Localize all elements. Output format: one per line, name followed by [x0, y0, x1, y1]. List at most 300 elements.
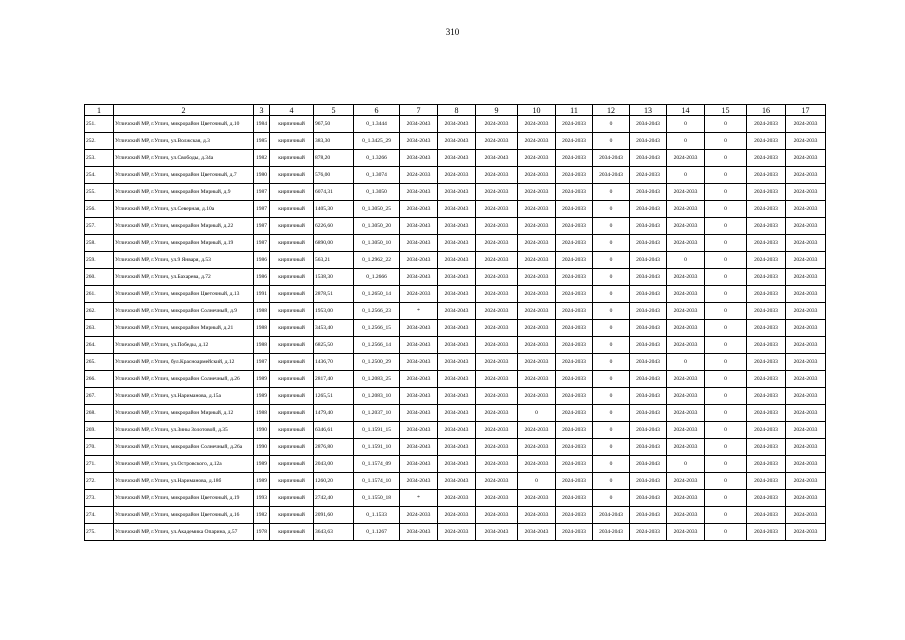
- period-cell-14: 2024-2033: [667, 184, 705, 201]
- table-row: [85, 269, 826, 286]
- header-cell: 4: [270, 105, 314, 116]
- year-cell: 1985: [254, 133, 270, 150]
- period-cell-11: 2024-2033: [556, 235, 593, 252]
- material-cell: кирпичный: [270, 201, 314, 218]
- period-cell-16: 2024-2033: [747, 422, 786, 439]
- value-cell-15: 0: [705, 218, 747, 235]
- period-cell-16: 2024-2033: [747, 150, 786, 167]
- header-cell: 7: [400, 105, 438, 116]
- address-cell: Угличский МР, г.Углич, ул.Бахарева, д.72: [114, 269, 254, 286]
- material-cell: кирпичный: [270, 337, 314, 354]
- row-number: 271.: [85, 456, 114, 473]
- period-cell-16: 2024-2033: [747, 405, 786, 422]
- period-cell-9: 2034-2043: [476, 150, 518, 167]
- period-cell-13: 2034-2043: [630, 269, 667, 286]
- address-cell: Угличский МР, г.Углич, микрорайон Цветочный, д.7: [114, 167, 254, 184]
- header-cell: 13: [630, 105, 667, 116]
- period-cell-16: 2024-2033: [747, 320, 786, 337]
- year-cell: 1987: [254, 201, 270, 218]
- period-cell-9: 2024-2033: [476, 303, 518, 320]
- material-cell: кирпичный: [270, 371, 314, 388]
- period-cell-12: 0: [593, 201, 630, 218]
- period-cell-9: 2024-2033: [476, 422, 518, 439]
- period-cell-11: 2024-2033: [556, 167, 593, 184]
- period-cell-9: 2024-2033: [476, 218, 518, 235]
- value-cell-15: 0: [705, 405, 747, 422]
- period-cell-17: 2024-2033: [786, 150, 826, 167]
- period-cell-9: 2024-2033: [476, 473, 518, 490]
- period-cell-17: 2024-2033: [786, 320, 826, 337]
- period-cell-9: 2024-2033: [476, 388, 518, 405]
- period-cell-11: 2024-2033: [556, 286, 593, 303]
- period-cell-14: 2024-2033: [667, 269, 705, 286]
- row-number: 266.: [85, 371, 114, 388]
- period-cell-8: 2034-2043: [438, 422, 476, 439]
- period-cell-16: 2024-2033: [747, 439, 786, 456]
- period-cell-9: 2024-2033: [476, 354, 518, 371]
- period-cell-8: 2034-2043: [438, 456, 476, 473]
- period-cell-10: 2024-2033: [518, 235, 556, 252]
- period-cell-11: 2024-2033: [556, 388, 593, 405]
- table-row: [85, 184, 826, 201]
- period-cell-17: 2024-2033: [786, 116, 826, 133]
- table-row: [85, 133, 826, 150]
- area-cell: 6890,00: [314, 235, 354, 252]
- period-cell-17: 2024-2033: [786, 473, 826, 490]
- period-cell-16: 2024-2033: [747, 388, 786, 405]
- material-cell: кирпичный: [270, 354, 314, 371]
- value-cell-15: 0: [705, 269, 747, 286]
- header-cell: 11: [556, 105, 593, 116]
- material-cell: кирпичный: [270, 184, 314, 201]
- value-cell-15: 0: [705, 150, 747, 167]
- address-cell: Угличский МР, г.Углич, микрорайон Цветочный, д.19: [114, 490, 254, 507]
- period-cell-11: 2024-2033: [556, 456, 593, 473]
- period-cell-7: 2034-2043: [400, 150, 438, 167]
- address-cell: Угличский МР, г.Углич, микрорайон Мирный, д.19: [114, 235, 254, 252]
- header-cell: 5: [314, 105, 354, 116]
- header-cell: 12: [593, 105, 630, 116]
- year-cell: 1978: [254, 524, 270, 541]
- material-cell: кирпичный: [270, 218, 314, 235]
- period-cell-9: 2024-2033: [476, 252, 518, 269]
- period-cell-17: 2024-2033: [786, 337, 826, 354]
- area-cell: 6226,60: [314, 218, 354, 235]
- period-cell-9: 2024-2033: [476, 405, 518, 422]
- period-cell-8: 2034-2043: [438, 320, 476, 337]
- area-cell: 2817,40: [314, 371, 354, 388]
- period-cell-11: 2024-2033: [556, 524, 593, 541]
- period-cell-11: 2024-2033: [556, 116, 593, 133]
- table-row: [85, 320, 826, 337]
- area-cell: 6346,61: [314, 422, 354, 439]
- year-cell: 1987: [254, 235, 270, 252]
- period-cell-8: 2034-2043: [438, 218, 476, 235]
- period-cell-9: 2024-2033: [476, 269, 518, 286]
- period-cell-7: 2034-2043: [400, 354, 438, 371]
- period-cell-13: 2034-2043: [630, 371, 667, 388]
- period-cell-8: 2034-2043: [438, 388, 476, 405]
- period-cell-10: 2024-2033: [518, 320, 556, 337]
- value-cell-15: 0: [705, 184, 747, 201]
- period-cell-12: 0: [593, 354, 630, 371]
- table-row: [85, 422, 826, 439]
- address-cell: Угличский МР, г.Углич, ул.Нариманова, д.15а: [114, 388, 254, 405]
- row-number: 259.: [85, 252, 114, 269]
- period-cell-17: 2024-2033: [786, 405, 826, 422]
- period-cell-8: 2034-2043: [438, 235, 476, 252]
- address-cell: Угличский МР, г.Углич, микрорайон Мирный, д.12: [114, 405, 254, 422]
- period-cell-12: 0: [593, 456, 630, 473]
- table-row: [85, 150, 826, 167]
- period-cell-8: 2034-2043: [438, 286, 476, 303]
- period-cell-17: 2024-2033: [786, 388, 826, 405]
- period-cell-16: 2024-2033: [747, 201, 786, 218]
- period-cell-10: 2024-2033: [518, 184, 556, 201]
- period-cell-10: 2024-2033: [518, 456, 556, 473]
- material-cell: кирпичный: [270, 286, 314, 303]
- period-cell-17: 2024-2033: [786, 133, 826, 150]
- period-cell-11: 2024-2033: [556, 337, 593, 354]
- header-cell: 14: [667, 105, 705, 116]
- year-cell: 1984: [254, 116, 270, 133]
- address-cell: Угличский МР, г.Углич, микрорайон Солнечный, д.26а: [114, 439, 254, 456]
- period-cell-9: 2024-2033: [476, 490, 518, 507]
- address-cell: Угличский МР, г.Углич, микрорайон Мирный, д.21: [114, 320, 254, 337]
- material-cell: кирпичный: [270, 405, 314, 422]
- year-cell: 1987: [254, 218, 270, 235]
- row-number: 272.: [85, 473, 114, 490]
- period-cell-11: 2024-2033: [556, 201, 593, 218]
- period-cell-7: 2034-2043: [400, 337, 438, 354]
- year-cell: 1982: [254, 150, 270, 167]
- area-cell: 6074,31: [314, 184, 354, 201]
- period-cell-11: 2024-2033: [556, 371, 593, 388]
- year-cell: 1988: [254, 303, 270, 320]
- period-cell-16: 2024-2033: [747, 337, 786, 354]
- period-cell-11: 2024-2033: [556, 422, 593, 439]
- code-cell: 0_1.2083_25: [354, 371, 400, 388]
- period-cell-12: 0: [593, 337, 630, 354]
- page-number: 310: [445, 27, 460, 37]
- period-cell-10: 2024-2033: [518, 150, 556, 167]
- header-cell: 8: [438, 105, 476, 116]
- row-number: 260.: [85, 269, 114, 286]
- address-cell: Угличский МР, г.Углич, микрорайон Солнечный, д.9: [114, 303, 254, 320]
- material-cell: кирпичный: [270, 490, 314, 507]
- period-cell-9: 2024-2033: [476, 133, 518, 150]
- period-cell-7: 2034-2043: [400, 218, 438, 235]
- address-cell: Угличский МР, г.Углич, микрорайон Мирный, д.22: [114, 218, 254, 235]
- period-cell-13: 2034-2043: [630, 405, 667, 422]
- period-cell-13: 2034-2043: [630, 490, 667, 507]
- period-cell-8: 2034-2043: [438, 116, 476, 133]
- code-cell: 0_1.2650_14: [354, 286, 400, 303]
- material-cell: кирпичный: [270, 456, 314, 473]
- year-cell: 1986: [254, 269, 270, 286]
- period-cell-12: 2034-2043: [593, 150, 630, 167]
- code-cell: 0_1.2566_15: [354, 320, 400, 337]
- material-cell: кирпичный: [270, 133, 314, 150]
- period-cell-16: 2024-2033: [747, 371, 786, 388]
- area-cell: 1265,51: [314, 388, 354, 405]
- period-cell-10: 2024-2033: [518, 422, 556, 439]
- period-cell-9: 2034-2043: [476, 524, 518, 541]
- header-cell: 17: [786, 105, 826, 116]
- header-cell: 15: [705, 105, 747, 116]
- period-cell-8: 2034-2043: [438, 184, 476, 201]
- period-cell-9: 2024-2033: [476, 235, 518, 252]
- area-cell: 1436,70: [314, 354, 354, 371]
- period-cell-17: 2024-2033: [786, 507, 826, 524]
- period-cell-13: 2034-2043: [630, 116, 667, 133]
- header-cell: 6: [354, 105, 400, 116]
- period-cell-12: 0: [593, 252, 630, 269]
- area-cell: 1405,30: [314, 201, 354, 218]
- period-cell-17: 2024-2033: [786, 167, 826, 184]
- table-row: [85, 201, 826, 218]
- period-cell-11: 2024-2033: [556, 439, 593, 456]
- period-cell-7: 2034-2043: [400, 184, 438, 201]
- code-cell: 0_1.2962_22: [354, 252, 400, 269]
- period-cell-8: 2024-2033: [438, 490, 476, 507]
- period-cell-12: 0: [593, 269, 630, 286]
- row-number: 258.: [85, 235, 114, 252]
- period-cell-13: 2034-2043: [630, 201, 667, 218]
- period-cell-13: 2024-2033: [630, 167, 667, 184]
- period-cell-13: 2034-2043: [630, 235, 667, 252]
- period-cell-14: 2024-2033: [667, 490, 705, 507]
- material-cell: кирпичный: [270, 116, 314, 133]
- period-cell-9: 2024-2033: [476, 337, 518, 354]
- period-cell-14: 0: [667, 252, 705, 269]
- period-cell-14: 2024-2033: [667, 150, 705, 167]
- period-cell-16: 2024-2033: [747, 303, 786, 320]
- area-cell: 1479,40: [314, 405, 354, 422]
- material-cell: кирпичный: [270, 320, 314, 337]
- period-cell-10: 2024-2033: [518, 218, 556, 235]
- period-cell-14: 2024-2033: [667, 235, 705, 252]
- value-cell-15: 0: [705, 116, 747, 133]
- period-cell-9: 2024-2033: [476, 456, 518, 473]
- period-cell-8: 2034-2043: [438, 337, 476, 354]
- period-cell-16: 2024-2033: [747, 507, 786, 524]
- period-cell-7: 2034-2043: [400, 439, 438, 456]
- material-cell: кирпичный: [270, 252, 314, 269]
- table-row: [85, 371, 826, 388]
- header-cell: 9: [476, 105, 518, 116]
- period-cell-16: 2024-2033: [747, 133, 786, 150]
- period-cell-16: 2024-2033: [747, 167, 786, 184]
- address-cell: Угличский МР, г.Углич, ул.Волжская, д.3: [114, 133, 254, 150]
- year-cell: 1982: [254, 507, 270, 524]
- period-cell-14: 0: [667, 116, 705, 133]
- period-cell-17: 2024-2033: [786, 303, 826, 320]
- period-cell-14: 2024-2033: [667, 439, 705, 456]
- period-cell-14: 2024-2033: [667, 337, 705, 354]
- value-cell-15: 0: [705, 337, 747, 354]
- table-row: [85, 456, 826, 473]
- period-cell-10: 2024-2033: [518, 201, 556, 218]
- row-number: 254.: [85, 167, 114, 184]
- period-cell-8: 2034-2043: [438, 150, 476, 167]
- period-cell-13: 2034-2043: [630, 133, 667, 150]
- row-number: 262.: [85, 303, 114, 320]
- period-cell-16: 2024-2033: [747, 490, 786, 507]
- year-cell: 1988: [254, 320, 270, 337]
- period-cell-7: 2034-2043: [400, 371, 438, 388]
- period-cell-16: 2024-2033: [747, 184, 786, 201]
- table-row: [85, 354, 826, 371]
- period-cell-8: 2034-2043: [438, 371, 476, 388]
- period-cell-14: 2024-2033: [667, 201, 705, 218]
- header-cell: 10: [518, 105, 556, 116]
- code-cell: 0_1.3444: [354, 116, 400, 133]
- address-cell: Угличский МР, г.Углич, микрорайон Цветочный, д.16: [114, 507, 254, 524]
- period-cell-11: 2024-2033: [556, 507, 593, 524]
- address-cell: Угличский МР, г.Углич, ул.Островского, д.12а: [114, 456, 254, 473]
- period-cell-11: 2024-2033: [556, 133, 593, 150]
- period-cell-10: 0: [518, 473, 556, 490]
- value-cell-15: 0: [705, 303, 747, 320]
- period-cell-7: 2034-2043: [400, 269, 438, 286]
- address-cell: Угличский МР, г.Углич, ул.Свободы, д.34а: [114, 150, 254, 167]
- value-cell-15: 0: [705, 439, 747, 456]
- period-cell-14: 2024-2033: [667, 507, 705, 524]
- period-cell-10: 2024-2033: [518, 371, 556, 388]
- year-cell: 1990: [254, 422, 270, 439]
- row-number: 269.: [85, 422, 114, 439]
- area-cell: 2878,51: [314, 286, 354, 303]
- table-row: [85, 218, 826, 235]
- code-cell: 0_1.1574_09: [354, 456, 400, 473]
- value-cell-15: 0: [705, 490, 747, 507]
- period-cell-10: 2034-2043: [518, 524, 556, 541]
- table-row: [85, 507, 826, 524]
- area-cell: 2742,40: [314, 490, 354, 507]
- period-cell-17: 2024-2033: [786, 252, 826, 269]
- period-cell-13: 2034-2043: [630, 507, 667, 524]
- header-cell: 1: [85, 105, 114, 116]
- period-cell-14: 2024-2033: [667, 388, 705, 405]
- period-cell-14: 0: [667, 167, 705, 184]
- code-cell: 0_1.2566_23: [354, 303, 400, 320]
- code-cell: 0_1.3425_29: [354, 133, 400, 150]
- period-cell-12: 0: [593, 422, 630, 439]
- period-cell-11: 2024-2033: [556, 405, 593, 422]
- year-cell: 1989: [254, 456, 270, 473]
- area-cell: 967,50: [314, 116, 354, 133]
- period-cell-10: 2024-2033: [518, 133, 556, 150]
- period-cell-8: 2034-2043: [438, 133, 476, 150]
- period-cell-12: 0: [593, 286, 630, 303]
- area-cell: 3453,40: [314, 320, 354, 337]
- material-cell: кирпичный: [270, 269, 314, 286]
- area-cell: 1953,00: [314, 303, 354, 320]
- period-cell-8: 2024-2033: [438, 524, 476, 541]
- year-cell: 1989: [254, 473, 270, 490]
- code-cell: 0_1.1550_18: [354, 490, 400, 507]
- period-cell-17: 2024-2033: [786, 354, 826, 371]
- period-cell-12: 2034-2043: [593, 507, 630, 524]
- period-cell-7: 2034-2043: [400, 116, 438, 133]
- year-cell: 1986: [254, 252, 270, 269]
- period-cell-13: 2034-2043: [630, 303, 667, 320]
- period-cell-11: 2024-2033: [556, 269, 593, 286]
- table-row: [85, 524, 826, 541]
- repair-schedule-table-wrap: [84, 104, 825, 541]
- material-cell: кирпичный: [270, 422, 314, 439]
- period-cell-7: 2024-2033: [400, 507, 438, 524]
- period-cell-11: 2024-2033: [556, 252, 593, 269]
- period-cell-7: 2034-2043: [400, 524, 438, 541]
- period-cell-13: 2034-2043: [630, 320, 667, 337]
- period-cell-14: 2024-2033: [667, 303, 705, 320]
- year-cell: 1988: [254, 337, 270, 354]
- code-cell: 0_1.2500_29: [354, 354, 400, 371]
- period-cell-14: 2024-2033: [667, 422, 705, 439]
- period-cell-14: 0: [667, 354, 705, 371]
- year-cell: 1987: [254, 184, 270, 201]
- row-number: 263.: [85, 320, 114, 337]
- address-cell: Угличский МР, г.Углич, ул.9 Января, д.53: [114, 252, 254, 269]
- period-cell-16: 2024-2033: [747, 235, 786, 252]
- code-cell: 0_1.1591_10: [354, 439, 400, 456]
- period-cell-17: 2024-2033: [786, 422, 826, 439]
- period-cell-10: 2024-2033: [518, 388, 556, 405]
- row-number: 268.: [85, 405, 114, 422]
- period-cell-13: 2034-2043: [630, 252, 667, 269]
- code-cell: 0_1.2666: [354, 269, 400, 286]
- period-cell-7: 2024-2033: [400, 286, 438, 303]
- table-row: [85, 252, 826, 269]
- row-number: 251.: [85, 116, 114, 133]
- period-cell-8: 2034-2043: [438, 303, 476, 320]
- row-number: 267.: [85, 388, 114, 405]
- header-cell: 16: [747, 105, 786, 116]
- area-cell: 383,30: [314, 133, 354, 150]
- period-cell-13: 2034-2043: [630, 354, 667, 371]
- code-cell: 0_1.3074: [354, 167, 400, 184]
- period-cell-13: 2034-2043: [630, 337, 667, 354]
- address-cell: Угличский МР, г.Углич, микрорайон Солнечный, д.26: [114, 371, 254, 388]
- table-row: [85, 337, 826, 354]
- period-cell-9: 2024-2033: [476, 371, 518, 388]
- year-cell: 1980: [254, 167, 270, 184]
- year-cell: 1988: [254, 405, 270, 422]
- period-cell-16: 2024-2033: [747, 116, 786, 133]
- period-cell-8: 2034-2043: [438, 201, 476, 218]
- period-cell-7: 2034-2043: [400, 388, 438, 405]
- period-cell-8: 2034-2043: [438, 252, 476, 269]
- period-cell-8: 2034-2043: [438, 439, 476, 456]
- period-cell-7: 2034-2043: [400, 252, 438, 269]
- period-cell-17: 2024-2033: [786, 286, 826, 303]
- period-cell-16: 2024-2033: [747, 456, 786, 473]
- period-cell-12: 2034-2043: [593, 167, 630, 184]
- period-cell-14: 2024-2033: [667, 218, 705, 235]
- period-cell-7: 2034-2043: [400, 201, 438, 218]
- period-cell-10: 2024-2033: [518, 167, 556, 184]
- row-number: 264.: [85, 337, 114, 354]
- period-cell-11: 2024-2033: [556, 490, 593, 507]
- period-cell-13: 2034-2043: [630, 456, 667, 473]
- table-row: [85, 303, 826, 320]
- code-cell: 0_1.2566_14: [354, 337, 400, 354]
- period-cell-12: 0: [593, 235, 630, 252]
- period-cell-8: 2024-2033: [438, 507, 476, 524]
- period-cell-17: 2024-2033: [786, 371, 826, 388]
